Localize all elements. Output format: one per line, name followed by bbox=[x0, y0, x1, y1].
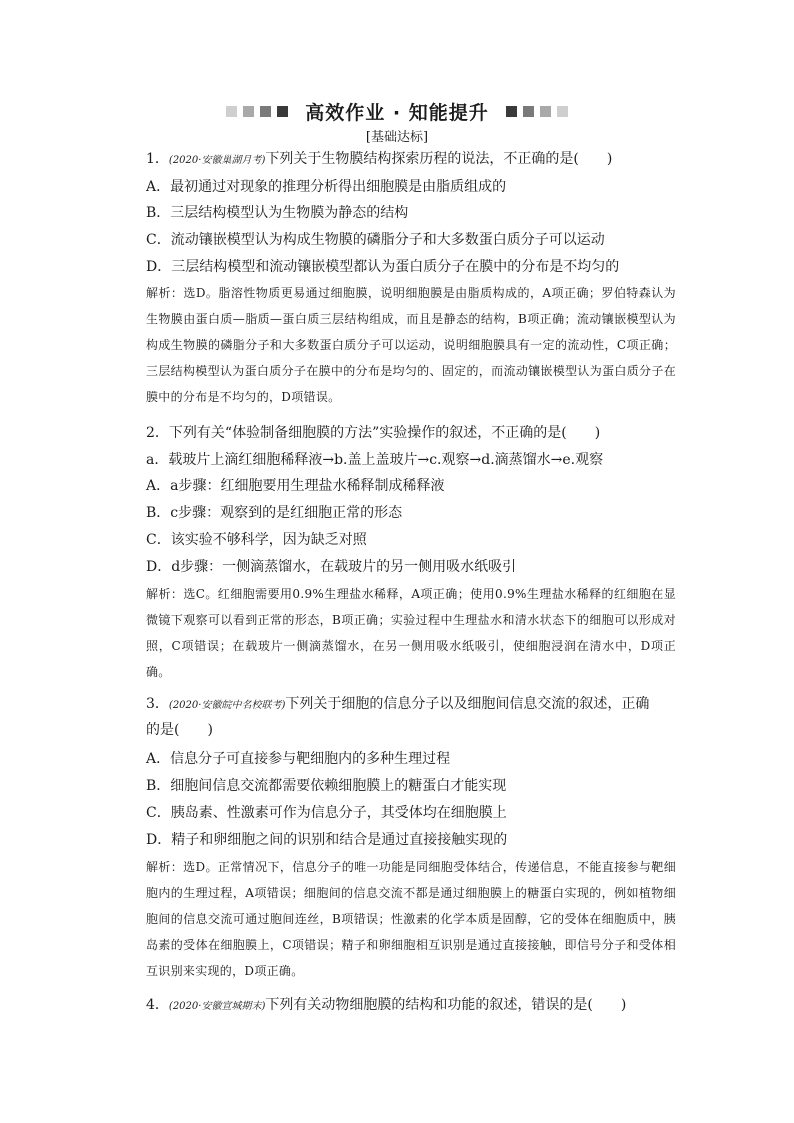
q1-option-b: B．三层结构模型认为生物膜为静态的结构 bbox=[146, 205, 409, 221]
q1-option-c: C．流动镶嵌模型认为构成生物膜的磷脂分子和大多数蛋白质分子可以运动 bbox=[146, 232, 605, 248]
q1-answer-explanation: 解析：选D。脂溶性物质更易通过细胞膜，说明细胞膜是由脂质构成的，A项正确；罗伯特森认为生物膜由蛋白质—脂质—蛋白质三层结构组成，而且是静态的结构，B项正确；流动镶嵌模型认为构成生物膜的磷脂分子和大多数蛋白质分子可以运动，说明细胞膜具有一定的流动性，C项正确；三层结构模型认为蛋白质分子在膜中的分布是均匀的、固定的，而流动镶嵌模型认为蛋白质分子在膜中的分布是不均匀的，D项错误。 bbox=[146, 286, 676, 404]
question-number: 2． bbox=[146, 425, 169, 441]
q2-option-a: A．a步骤：红细胞要用生理盐水稀释制成稀释液 bbox=[146, 478, 445, 494]
q2-option-b: B．c步骤：观察到的是红细胞正常的形态 bbox=[146, 505, 403, 521]
q2-option-c: C．该实验不够科学，因为缺乏对照 bbox=[146, 532, 367, 548]
q3-option-d: D．精子和卵细胞之间的识别和结合是通过直接接触实现的 bbox=[146, 832, 508, 848]
page-title: 高效作业 · 知能提升 bbox=[305, 101, 489, 124]
decor-square-8 bbox=[557, 106, 568, 117]
q1-option-d: D．三层结构模型和流动镶嵌模型都认为蛋白质分子在膜中的分布是不均匀的 bbox=[146, 259, 620, 275]
question-stem: 下列有关“体验制备细胞膜的方法”实验操作的叙述，不正确的是( ) bbox=[168, 425, 601, 441]
question-stem: 下列有关动物细胞膜的结构和功能的叙述，错误的是( ) bbox=[265, 997, 627, 1013]
q2-steps: a．载玻片上滴红细胞稀释液→b.盖上盖玻片→c.观察→d.滴蒸馏水→e.观察 bbox=[146, 452, 604, 468]
q2-answer-explanation: 解析：选C。红细胞需要用0.9%生理盐水稀释，A项正确；使用0.9%生理盐水稀释的红细胞在显微镜下观察可以看到正常的形态，B项正确；实验过程中生理盐水和清水状态下的细胞可以形成对照，C项错误；在载玻片一侧滴蒸馏水，在另一侧用吸水纸吸引，使细胞浸润在清水中，D项正确。 bbox=[146, 587, 676, 679]
q3-option-a: A．信息分子可直接参与靶细胞内的多种生理过程 bbox=[146, 751, 451, 767]
q3-option-c: C．胰岛素、性激素可作为信息分子，其受体均在细胞膜上 bbox=[146, 805, 507, 821]
question-source: (2020·安徽巢湖月考) bbox=[168, 155, 266, 166]
question-2 bbox=[146, 422, 600, 442]
q1-option-a: A．最初通过对现象的推理分析得出细胞膜是由脂质组成的 bbox=[146, 179, 507, 195]
q3-option-b: B．细胞间信息交流都需要依赖细胞膜上的糖蛋白才能实现 bbox=[146, 778, 507, 794]
question-3 bbox=[146, 692, 653, 742]
question-stem: 下列关于生物膜结构探索历程的说法，不正确的是( ) bbox=[265, 151, 613, 167]
decor-square-2 bbox=[243, 106, 254, 117]
question-4 bbox=[146, 994, 626, 1014]
decor-square-6 bbox=[523, 106, 534, 117]
question-source: (2020·安徽宣城期末) bbox=[168, 1001, 266, 1012]
question-number: 3． bbox=[146, 696, 169, 712]
decor-square-5 bbox=[506, 106, 517, 117]
section-header bbox=[0, 99, 794, 123]
question-source: (2020·安徽皖中名校联考) bbox=[168, 700, 286, 711]
question-stem: 下列关于细胞的信息分子以及细胞间信息交流的叙述，正确的是( ) bbox=[146, 696, 650, 738]
section-subtitle: [基础达标] bbox=[365, 130, 429, 145]
question-number: 4． bbox=[146, 997, 169, 1013]
q2-option-d: D．d步骤：一侧滴蒸馏水，在载玻片的另一侧用吸水纸吸引 bbox=[146, 559, 517, 575]
decor-square-7 bbox=[540, 106, 551, 117]
question-1 bbox=[146, 148, 612, 168]
decor-square-3 bbox=[260, 106, 271, 117]
q3-answer-explanation: 解析：选D。正常情况下，信息分子的唯一功能是同细胞受体结合，传递信息，不能直接参与靶细胞内的生理过程，A项错误；细胞间的信息交流不都是通过细胞膜上的糖蛋白实现的，例如植物细胞间的信息交流可通过胞间连丝，B项错误；性激素的化学本质是固醇，它的受体在细胞质中，胰岛素的受体在细胞膜上，C项错误；精子和卵细胞相互识别是通过直接接触，即信号分子和受体相互识别来实现的，D项正确。 bbox=[146, 860, 676, 978]
question-number: 1． bbox=[146, 151, 169, 167]
decor-square-1 bbox=[226, 106, 237, 117]
decor-square-4 bbox=[277, 106, 288, 117]
